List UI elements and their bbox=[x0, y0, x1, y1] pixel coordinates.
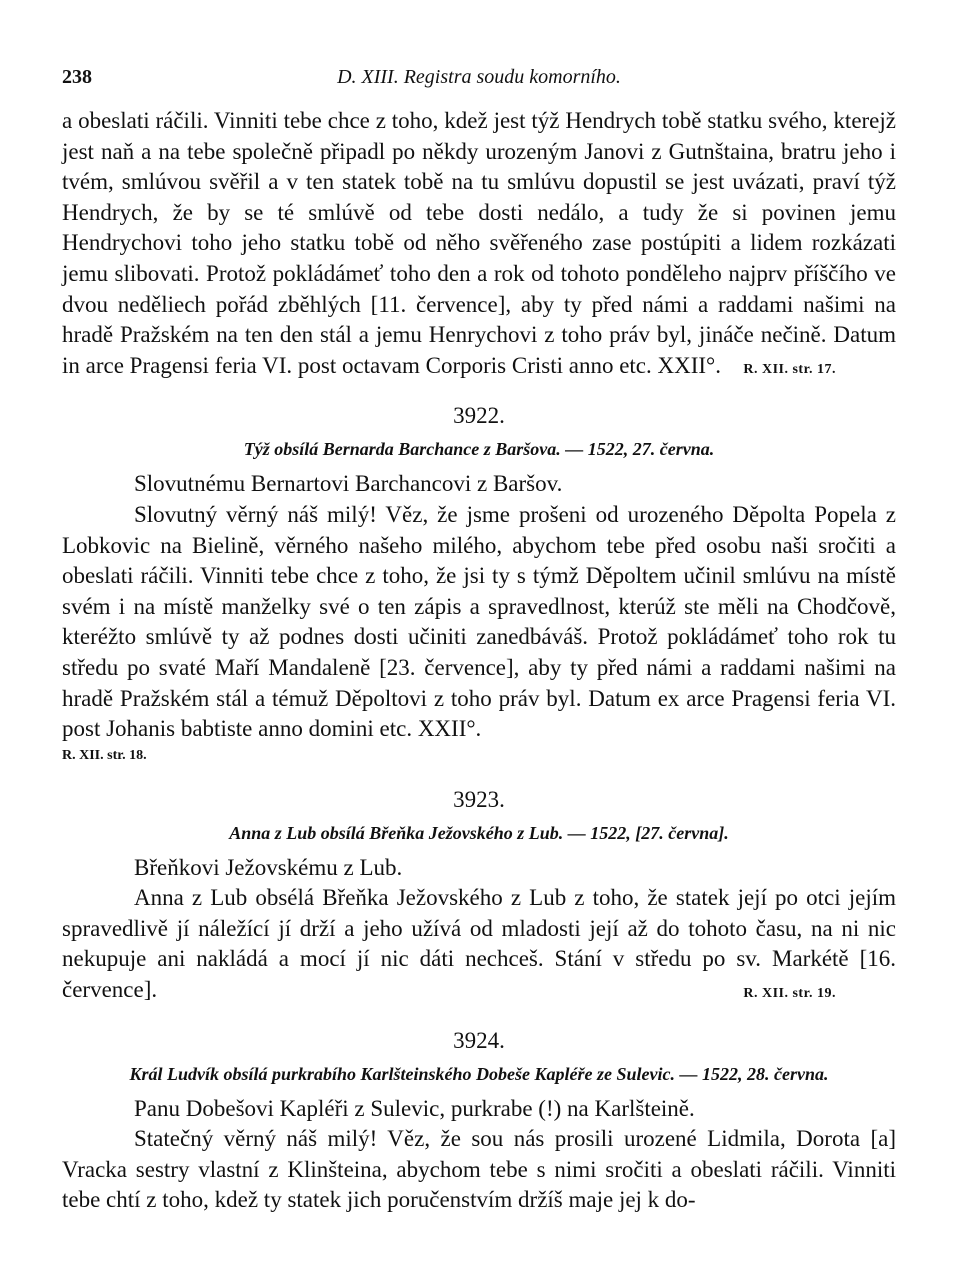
regest-dash: — bbox=[565, 439, 584, 460]
regest-date: 1522, [27. června]. bbox=[590, 822, 729, 843]
entry-body-paragraph bbox=[62, 883, 896, 1005]
page bbox=[62, 66, 896, 1216]
entry-body: Slovutný věrný náš milý! Věz, že jsme prošeni od urozeného Děpolta Popela z Lobkovic na Bielině, věrného našeho milého, abychom tebe před osobu naši sročiti a obeslati ráčili. Vinniti tebe chce z toho, že jsi ty s týmž Děpoltem učinil smlúvu na místě svém i na místě manželky své o ten zápis a spravedlnost, kterúž ste měli na Chodčově, kteréžto smlúvě ty až podnes dosti učiniti zanedbáváš. Protož pokládámeť toho rok tu středu po svaté Maří Mandaleně [23. července], aby ty před námi a raddami našimi na hradě Pražském stál a témuž Děpoltovi z toho práv byl. Datum ex arce Pragensi feria VI. post Johanis babtiste anno domini etc. XXII°. bbox=[62, 501, 896, 742]
continuation-paragraph bbox=[62, 106, 896, 381]
entry-regest bbox=[62, 819, 896, 847]
regest-dash: — bbox=[679, 1063, 698, 1084]
entry-regest bbox=[62, 1060, 896, 1088]
regest-text: Anna z Lub obsílá Břeňka Ježovského z Lub. bbox=[229, 822, 564, 843]
source-reference: R. XII. str. 19. bbox=[743, 986, 836, 1002]
running-head bbox=[62, 66, 896, 96]
source-reference: R. XII. str. 18. bbox=[62, 747, 147, 763]
regest-text: Král Ludvík obsílá purkrabího Karlšteinského Dobeše Kapléře ze Sulevic. bbox=[129, 1063, 676, 1084]
regest-date: 1522, 27. června. bbox=[587, 439, 715, 460]
source-reference: R. XII. str. 17. bbox=[743, 361, 836, 377]
entry-number: 3924. bbox=[453, 1027, 505, 1053]
entry-3922 bbox=[62, 403, 896, 764]
page-number: 238 bbox=[62, 66, 92, 88]
regest-date: 1522, 28. června. bbox=[702, 1063, 829, 1084]
regest-dash: — bbox=[567, 822, 586, 843]
entry-address: Panu Dobešovi Kapléři z Sulevic, purkrabe (!) na Karlšteině. bbox=[134, 1095, 695, 1121]
entry-3923 bbox=[62, 787, 896, 1006]
running-title: D. XIII. Registra soudu komorního. bbox=[337, 66, 621, 88]
entry-regest bbox=[62, 435, 896, 463]
entry-body: Anna z Lub obsélá Břeňka Ježovského z Lub z toho, že statek její po otci jejím spravedlivě jí náležící jí drží a jeho užívá od mladosti její až do tohoto času, na ni nic nekupuje ani nakládá a mocí jí nic dáti nechceš. Stání v středu po sv. Markétě [16. července]. bbox=[62, 885, 896, 1003]
entry-address: Břeňkovi Ježovskému z Lub. bbox=[134, 854, 403, 880]
entry-address: Slovutnému Bernartovi Barchancovi z Baršov. bbox=[134, 471, 563, 497]
regest-text: Týž obsílá Bernarda Barchance z Baršova. bbox=[243, 439, 561, 460]
entry-body: Statečný věrný náš milý! Věz, že sou nás prosili urozené Lidmila, Dorota [a] Vracka sestry vlastní z Klinšteina, abychom tebe s nimi sročiti a obeslati ráčili. Vinniti tebe chtí z toho, kdež ty statek jich poručenstvím držíš maje jej k do- bbox=[62, 1126, 896, 1213]
entry-3924 bbox=[62, 1028, 896, 1216]
continuation-text: a obeslati ráčili. Vinniti tebe chce z toho, kdež jest týž Hendrych tobě statku svého, kterejž jest naň a na tebe společně připadl po někdy urozeným Janovi z Gutnštaina, bratru jeho i tvém, smlúvou svěřil a v ten statek tobě na tu smlúvu dopustil se jest uvázati, praví týž Hendrych, že by se té smlúvě od tebe dosti nedálo, a tudy že si povinen jemu Hendrychovi toho jeho statku tobě od něho svěřeného zase postúpiti a lidem rozkázati jemu slibovati. Protož pokládámeť toho den a rok od tohoto ponděleho najprv příščího ve dvou neděliech pořád zběhlých [11. července], aby ty před námi a raddami našimi na hradě Pražském na ten den stál a jemu Henrychovi z toho práv byl, jináče nečině. Datum in arce Pragensi feria VI. post octavam Corporis Cristi anno etc. XXII°. bbox=[62, 108, 896, 378]
entry-number: 3922. bbox=[453, 403, 505, 429]
entry-number: 3923. bbox=[453, 786, 505, 812]
